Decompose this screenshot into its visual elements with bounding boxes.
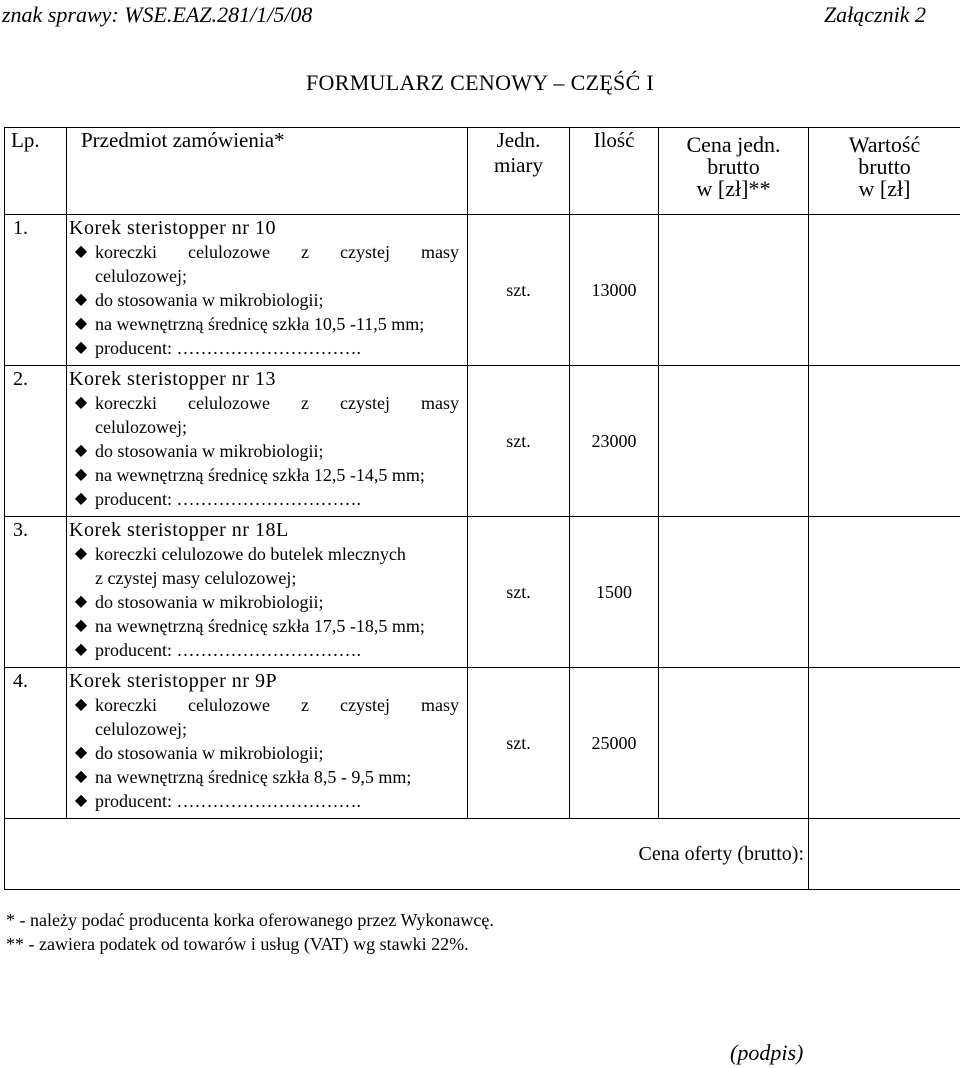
row-number: 4.	[5, 668, 67, 819]
value-cell[interactable]	[809, 517, 960, 668]
item-description: Korek steristopper nr 9P ◆ koreczki celulozowe z czystej masy celulozowej; ◆ do stosowania w mikrobiologii; ◆ na wewnętrzną średnicę szkła 8,5 - 9,5 mm; ◆ producent: ………………………….	[67, 668, 468, 819]
table-row	[5, 215, 960, 366]
row-number: 2.	[5, 366, 67, 517]
value-cell[interactable]	[809, 215, 960, 366]
price-form-table	[4, 127, 960, 890]
quantity-cell: 25000	[570, 668, 659, 819]
footnote-vat: ** - zawiera podatek od towarów i usług (VAT) wg stawki 22%.	[6, 934, 469, 954]
column-header-lp: Lp.	[5, 128, 67, 215]
column-header-value: Wartość brutto w [zł]	[809, 128, 960, 215]
offer-total-label: Cena oferty (brutto):	[5, 819, 809, 890]
table-row	[5, 517, 960, 668]
diamond-bullet-icon: ◆	[74, 315, 88, 332]
unit-cell: szt.	[468, 668, 570, 819]
diamond-bullet-icon: ◆	[74, 545, 88, 562]
item-title: Korek steristopper nr 10	[69, 217, 276, 239]
column-header-item: Przedmiot zamówienia*	[67, 128, 468, 215]
case-reference: znak sprawy: WSE.EAZ.281/1/5/08	[2, 2, 313, 27]
item-title: Korek steristopper nr 13	[69, 368, 276, 390]
row-number: 3.	[5, 517, 67, 668]
item-title: Korek steristopper nr 18L	[69, 519, 289, 541]
table-row	[5, 366, 960, 517]
diamond-bullet-icon: ◆	[74, 744, 88, 761]
item-description: Korek steristopper nr 18L ◆ koreczki celulozowe do butelek mlecznych z czystej masy celulozowej; ◆ do stosowania w mikrobiologii; ◆ na wewnętrzną średnicę szkła 17,5 -18,5 mm; ◆ producent: ………………………….	[67, 517, 468, 668]
table-header-row	[5, 128, 960, 215]
column-header-unit: Jedn. miary	[468, 128, 570, 215]
diamond-bullet-icon: ◆	[74, 394, 88, 411]
item-title: Korek steristopper nr 9P	[69, 670, 278, 692]
table-row	[5, 668, 960, 819]
column-header-quantity: Ilość	[570, 128, 659, 215]
footnotes	[6, 908, 494, 956]
column-header-unit-price: Cena jedn. brutto w [zł]**	[659, 128, 809, 215]
total-row	[5, 819, 960, 890]
item-description: Korek steristopper nr 10 ◆ koreczki celulozowe z czystej masy celulozowej; ◆ do stosowania w mikrobiologii; ◆ na wewnętrzną średnicę szkła 10,5 -11,5 mm; ◆ producent: ………………………….	[67, 215, 468, 366]
unit-cell: szt.	[468, 366, 570, 517]
diamond-bullet-icon: ◆	[74, 490, 88, 507]
footnote-producer: * - należy podać producenta korka oferowanego przez Wykonawcę.	[6, 910, 494, 930]
signature-label: (podpis)	[730, 1040, 804, 1065]
unit-cell: szt.	[468, 517, 570, 668]
value-cell[interactable]	[809, 668, 960, 819]
item-description: Korek steristopper nr 13 ◆ koreczki celulozowe z czystej masy celulozowej; ◆ do stosowania w mikrobiologii; ◆ na wewnętrzną średnicę szkła 12,5 -14,5 mm; ◆ producent: ………………………….	[67, 366, 468, 517]
quantity-cell: 13000	[570, 215, 659, 366]
row-number: 1.	[5, 215, 67, 366]
unit-cell: szt.	[468, 215, 570, 366]
diamond-bullet-icon: ◆	[74, 291, 88, 308]
value-cell[interactable]	[809, 366, 960, 517]
unit-price-cell[interactable]	[659, 517, 809, 668]
quantity-cell: 1500	[570, 517, 659, 668]
attachment-label: Załącznik 2	[823, 2, 926, 27]
diamond-bullet-icon: ◆	[74, 641, 88, 658]
diamond-bullet-icon: ◆	[74, 593, 88, 610]
diamond-bullet-icon: ◆	[74, 792, 88, 809]
unit-price-cell[interactable]	[659, 366, 809, 517]
quantity-cell: 23000	[570, 366, 659, 517]
diamond-bullet-icon: ◆	[74, 442, 88, 459]
unit-price-cell[interactable]	[659, 215, 809, 366]
offer-total-cell[interactable]	[809, 819, 960, 890]
diamond-bullet-icon: ◆	[74, 466, 88, 483]
diamond-bullet-icon: ◆	[74, 768, 88, 785]
unit-price-cell[interactable]	[659, 668, 809, 819]
diamond-bullet-icon: ◆	[74, 617, 88, 634]
diamond-bullet-icon: ◆	[74, 339, 88, 356]
diamond-bullet-icon: ◆	[74, 696, 88, 713]
diamond-bullet-icon: ◆	[74, 243, 88, 260]
page-title: FORMULARZ CENOWY – CZĘŚĆ I	[306, 70, 654, 95]
